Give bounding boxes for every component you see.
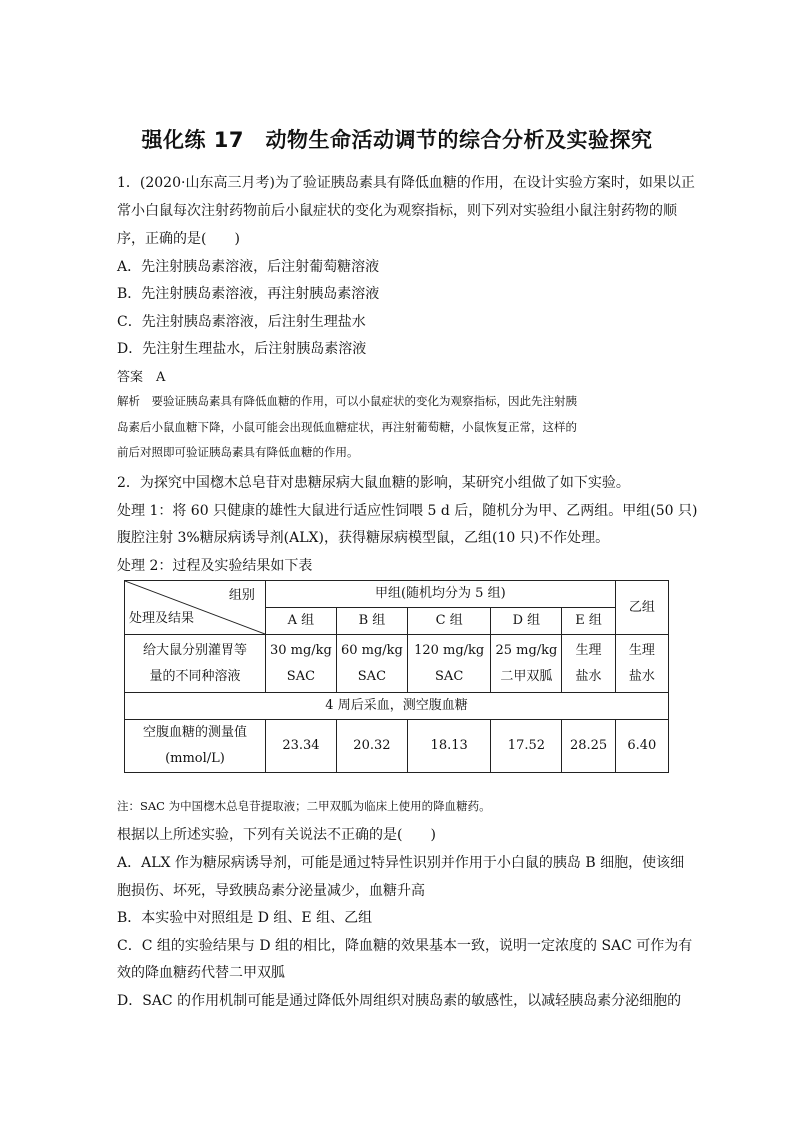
subgroup-header: D 组 xyxy=(491,608,562,635)
treatment-cell: 生理 盐水 xyxy=(615,635,668,693)
q1-stem-line-1: 1．(2020·山东高三月考)为了验证胰岛素具有降低血糖的作用，在设计实验方案时，如果以正 xyxy=(117,175,695,191)
q1-option-d: D．先注射生理盐水，后注射胰岛素溶液 xyxy=(117,341,367,357)
q1-explanation-line-1: 解析 要验证胰岛素具有降低血糖的作用，可以小鼠症状的变化为观察指标，因此先注射胰 xyxy=(117,394,577,408)
row-label-treatment: 给大鼠分别灌胃等 量的不同种溶液 xyxy=(125,635,266,693)
subgroup-header: A 组 xyxy=(265,608,336,635)
subgroup-header: B 组 xyxy=(336,608,407,635)
subgroup-header: E 组 xyxy=(562,608,615,635)
treatment-cell: 30 mg/kg SAC xyxy=(265,635,336,693)
glucose-value-cell: 28.25 xyxy=(562,720,615,773)
treatment-cell: 120 mg/kg SAC xyxy=(407,635,491,693)
q1-answer: 答案 A xyxy=(117,370,166,385)
glucose-value-cell: 20.32 xyxy=(336,720,407,773)
q1-option-c: C．先注射胰岛素溶液，后注射生理盐水 xyxy=(117,314,366,330)
treatment-cell: 25 mg/kg 二甲双胍 xyxy=(491,635,562,693)
q1-stem-line-2: 常小白鼠每次注射药物前后小鼠症状的变化为观察指标，则下列对实验组小鼠注射药物的顺 xyxy=(117,203,677,219)
q2-question: 根据以上所述实验，下列有关说法不正确的是( ) xyxy=(117,827,436,843)
q2-option-b: B．本实验中对照组是 D 组、E 组、乙组 xyxy=(117,910,373,926)
q2-option-a-line-2: 胞损伤、坏死，导致胰岛素分泌量减少，血糖升高 xyxy=(117,883,425,899)
q1-explanation-line-2: 岛素后小鼠血糖下降，小鼠可能会出现低血糖症状，再注射葡萄糖，小鼠恢复正常，这样的 xyxy=(117,420,577,434)
q2-option-c-line-2: 效的降血糖药代替二甲双胍 xyxy=(117,965,285,981)
treatment-cell: 60 mg/kg SAC xyxy=(336,635,407,693)
glucose-value-cell: 17.52 xyxy=(491,720,562,773)
glucose-value-cell: 23.34 xyxy=(265,720,336,773)
q2-option-d-line-1: D．SAC 的作用机制可能是通过降低外周组织对胰岛素的敏感性，以减轻胰岛素分泌细胞的 xyxy=(117,993,682,1009)
q1-option-b: B．先注射胰岛素溶液，再注射胰岛素溶液 xyxy=(117,286,380,302)
table-row xyxy=(125,635,669,693)
header-group-yi: 乙组 xyxy=(615,581,668,635)
header-group-jia: 甲组(随机均分为 5 组) xyxy=(265,581,615,608)
q2-option-c-line-1: C．C 组的实验结果与 D 组的相比，降血糖的效果基本一致，说明一定浓度的 SAC 可作为有 xyxy=(117,938,693,954)
experiment-table xyxy=(124,580,669,773)
diag-header-group: 组别 xyxy=(228,588,255,603)
q2-intro-line-1: 2．为探究中国楤木总皂苷对患糖尿病大鼠血糖的影响，某研究小组做了如下实验。 xyxy=(117,475,630,491)
q2-intro-line-2: 处理 1：将 60 只健康的雄性大鼠进行适应性饲喂 5 d 后，随机分为甲、乙两组。甲组(50 只) xyxy=(117,503,698,519)
subgroup-header: C 组 xyxy=(407,608,491,635)
q2-intro-line-3: 腹腔注射 3%糖尿病诱导剂(ALX)，获得糖尿病模型鼠，乙组(10 只)不作处理。 xyxy=(117,530,610,546)
sampling-note-row: 4 周后采血，测空腹血糖 xyxy=(125,693,669,720)
q2-intro-line-4: 处理 2：过程及实验结果如下表 xyxy=(117,558,313,574)
table-row xyxy=(125,693,669,720)
q1-explanation-line-3: 前后对照即可验证胰岛素具有降低血糖的作用。 xyxy=(117,445,359,459)
page-title: 强化练 17 动物生命活动调节的综合分析及实验探究 xyxy=(141,128,653,152)
row-label-glucose: 空腹血糖的测量值 (mmol/L) xyxy=(125,720,266,773)
q1-stem-line-3: 序，正确的是( ) xyxy=(117,231,240,247)
q2-option-a-line-1: A．ALX 作为糖尿病诱导剂，可能是通过特异性识别并作用于小白鼠的胰岛 B 细胞，使该细 xyxy=(117,855,685,871)
glucose-value-cell: 18.13 xyxy=(407,720,491,773)
glucose-value-cell: 6.40 xyxy=(615,720,668,773)
treatment-cell: 生理 盐水 xyxy=(562,635,615,693)
table-diagonal-header-cell xyxy=(125,581,266,635)
q1-option-a: A．先注射胰岛素溶液，后注射葡萄糖溶液 xyxy=(117,259,380,275)
table-row xyxy=(125,720,669,773)
table-note: 注：SAC 为中国楤木总皂苷提取液；二甲双胍为临床上使用的降血糖药。 xyxy=(117,799,491,813)
diag-header-treatment: 处理及结果 xyxy=(129,611,195,626)
